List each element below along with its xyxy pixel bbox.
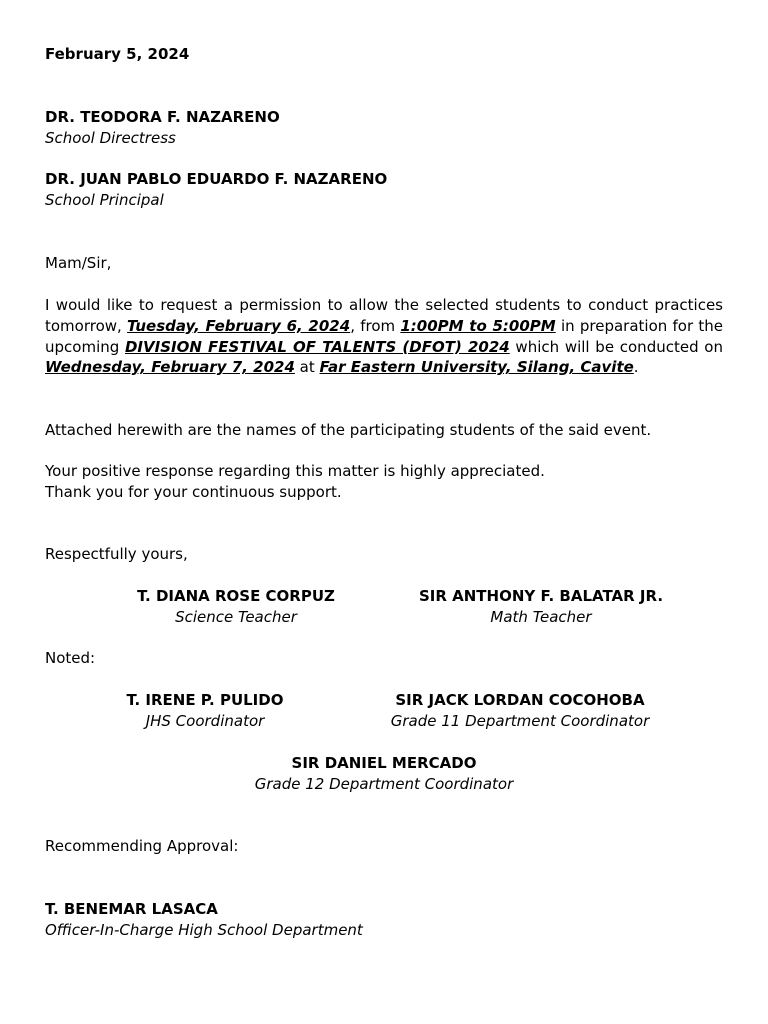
closing: Respectfully yours, bbox=[45, 545, 188, 563]
signatory-1 bbox=[86, 586, 386, 628]
noted-1-name: T. IRENE P. PULIDO bbox=[126, 691, 284, 709]
request-text-2: , from bbox=[350, 316, 401, 335]
salutation: Mam/Sir, bbox=[45, 254, 112, 272]
attachment-paragraph: Attached herewith are the names of the participating students of the said event. bbox=[45, 421, 652, 439]
recipient-1-title: School Directress bbox=[45, 129, 176, 147]
noted-2-role: Grade 11 Department Coordinator bbox=[390, 712, 650, 730]
signatory-1-role: Science Teacher bbox=[175, 608, 297, 626]
noted-2 bbox=[355, 690, 685, 732]
practice-time: 1:00PM to 5:00PM bbox=[400, 316, 556, 335]
event-date: Wednesday, February 7, 2024 bbox=[45, 358, 295, 377]
signatory-2-name: SIR ANTHONY F. BALATAR JR. bbox=[418, 587, 664, 605]
signatory-2 bbox=[381, 586, 701, 628]
thanks-line: Thank you for your continuous support. bbox=[45, 483, 342, 501]
recommending-label: Recommending Approval: bbox=[45, 837, 239, 855]
request-paragraph bbox=[45, 295, 723, 378]
request-text-5: at bbox=[294, 358, 320, 377]
letter-date: February 5, 2024 bbox=[45, 45, 190, 63]
event-venue: Far Eastern University, Silang, Cavite bbox=[319, 358, 634, 377]
request-text-3: in preparation for the upcoming bbox=[45, 316, 723, 356]
noted-1-role: JHS Coordinator bbox=[145, 712, 265, 730]
appreciation-line: Your positive response regarding this matter is highly appreciated. bbox=[45, 462, 545, 480]
signatory-2-role: Math Teacher bbox=[490, 608, 592, 626]
noted-3 bbox=[234, 753, 534, 795]
request-text-1: I would like to request a permission to allow the selected students to conduct practices tomorrow, bbox=[45, 296, 723, 335]
request-text-4: which will be conducted on bbox=[509, 337, 723, 356]
recipient-1-name: DR. TEODORA F. NAZARENO bbox=[45, 108, 280, 126]
signatory-1-name: T. DIANA ROSE CORPUZ bbox=[137, 587, 335, 605]
noted-label: Noted: bbox=[45, 649, 96, 667]
recipient-2-title: School Principal bbox=[45, 191, 164, 209]
practice-date: Tuesday, February 6, 2024 bbox=[127, 316, 351, 335]
request-text-6: . bbox=[633, 358, 639, 377]
noted-3-name: SIR DANIEL MERCADO bbox=[291, 754, 477, 772]
event-name: DIVISION FESTIVAL OF TALENTS (DFOT) 2024 bbox=[124, 337, 510, 356]
approver-role: Officer-In-Charge High School Department bbox=[45, 921, 363, 939]
recipient-2-name: DR. JUAN PABLO EDUARDO F. NAZARENO bbox=[45, 170, 388, 188]
approver-name: T. BENEMAR LASACA bbox=[45, 900, 218, 918]
noted-2-name: SIR JACK LORDAN COCOHOBA bbox=[395, 691, 645, 709]
noted-1 bbox=[85, 690, 325, 732]
noted-3-role: Grade 12 Department Coordinator bbox=[254, 775, 514, 793]
